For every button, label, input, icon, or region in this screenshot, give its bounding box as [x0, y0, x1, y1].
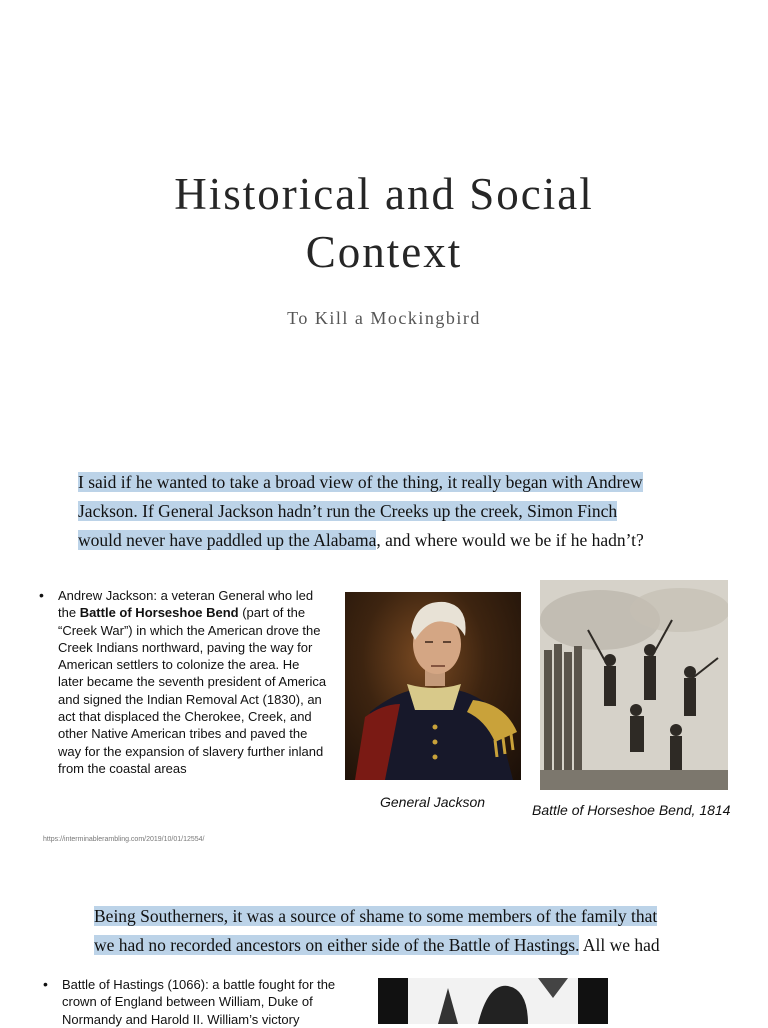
caption-general-jackson: General Jackson	[380, 794, 486, 810]
quote-line-3-rest: , and where would we be if he hadn’t?	[376, 530, 644, 550]
quote-line-2: Jackson. If General Jackson hadn’t run the Creeks up the creek, Simon Finch	[78, 501, 618, 521]
caption-battle-horseshoe-bend: Battle of Horseshoe Bend, 1814	[532, 802, 731, 818]
general-jackson-portrait	[345, 592, 521, 780]
bullet-text-pre: Andrew Jackson: a veteran General who led the	[58, 588, 314, 621]
title-line-2: Context	[305, 227, 463, 277]
page-title	[0, 165, 768, 281]
portrait-illustration	[345, 592, 521, 780]
title-line-1: Historical and Social	[174, 169, 594, 219]
hastings-quote	[94, 902, 734, 960]
jackson-quote	[78, 468, 718, 555]
quote-line-2-rest: All we had	[579, 935, 660, 955]
hastings-bullet	[43, 976, 352, 1028]
quote-line-1: Being Southerners, it was a source of shame to some members of the family that	[94, 906, 658, 926]
hastings-image	[378, 978, 608, 1024]
quote-line-2-highlight: we had no recorded ancestors on either side of the Battle of Hastings.	[94, 935, 580, 955]
jackson-bullet	[39, 587, 328, 777]
bullet-text-post: (part of the “Creek War”) in which the American drove the Creek Indians northward, paving the way for American settlers to colonize the area. He later became the seventh president of America and signed the Indian Removal Act (1830), an act that displaced the Cherokee, Creek, and other Native American tribes and paved the way for the expansion of slavery further inland from the coastal areas	[58, 605, 327, 776]
source-url[interactable]: https://interminablerambling.com/2019/10/01/12554/	[43, 836, 205, 843]
battle-horseshoe-bend-engraving	[540, 580, 728, 790]
bullet-icon: •	[43, 976, 48, 992]
engraving-illustration	[540, 580, 728, 790]
bullet-icon: •	[39, 587, 44, 603]
quote-line-1: I said if he wanted to take a broad view of the thing, it really began with Andrew	[78, 472, 643, 492]
page-subtitle: To Kill a Mockingbird	[287, 308, 481, 328]
quote-line-3-highlight: would never have paddled up the Alabama	[78, 530, 377, 550]
bullet-text-bold: Battle of Horseshoe Bend	[79, 605, 239, 621]
hastings-illustration	[378, 978, 608, 1024]
bullet-text: Battle of Hastings (1066): a battle fought for the crown of England between William, Duke of Normandy and Harold II. William’s victory	[62, 977, 336, 1027]
